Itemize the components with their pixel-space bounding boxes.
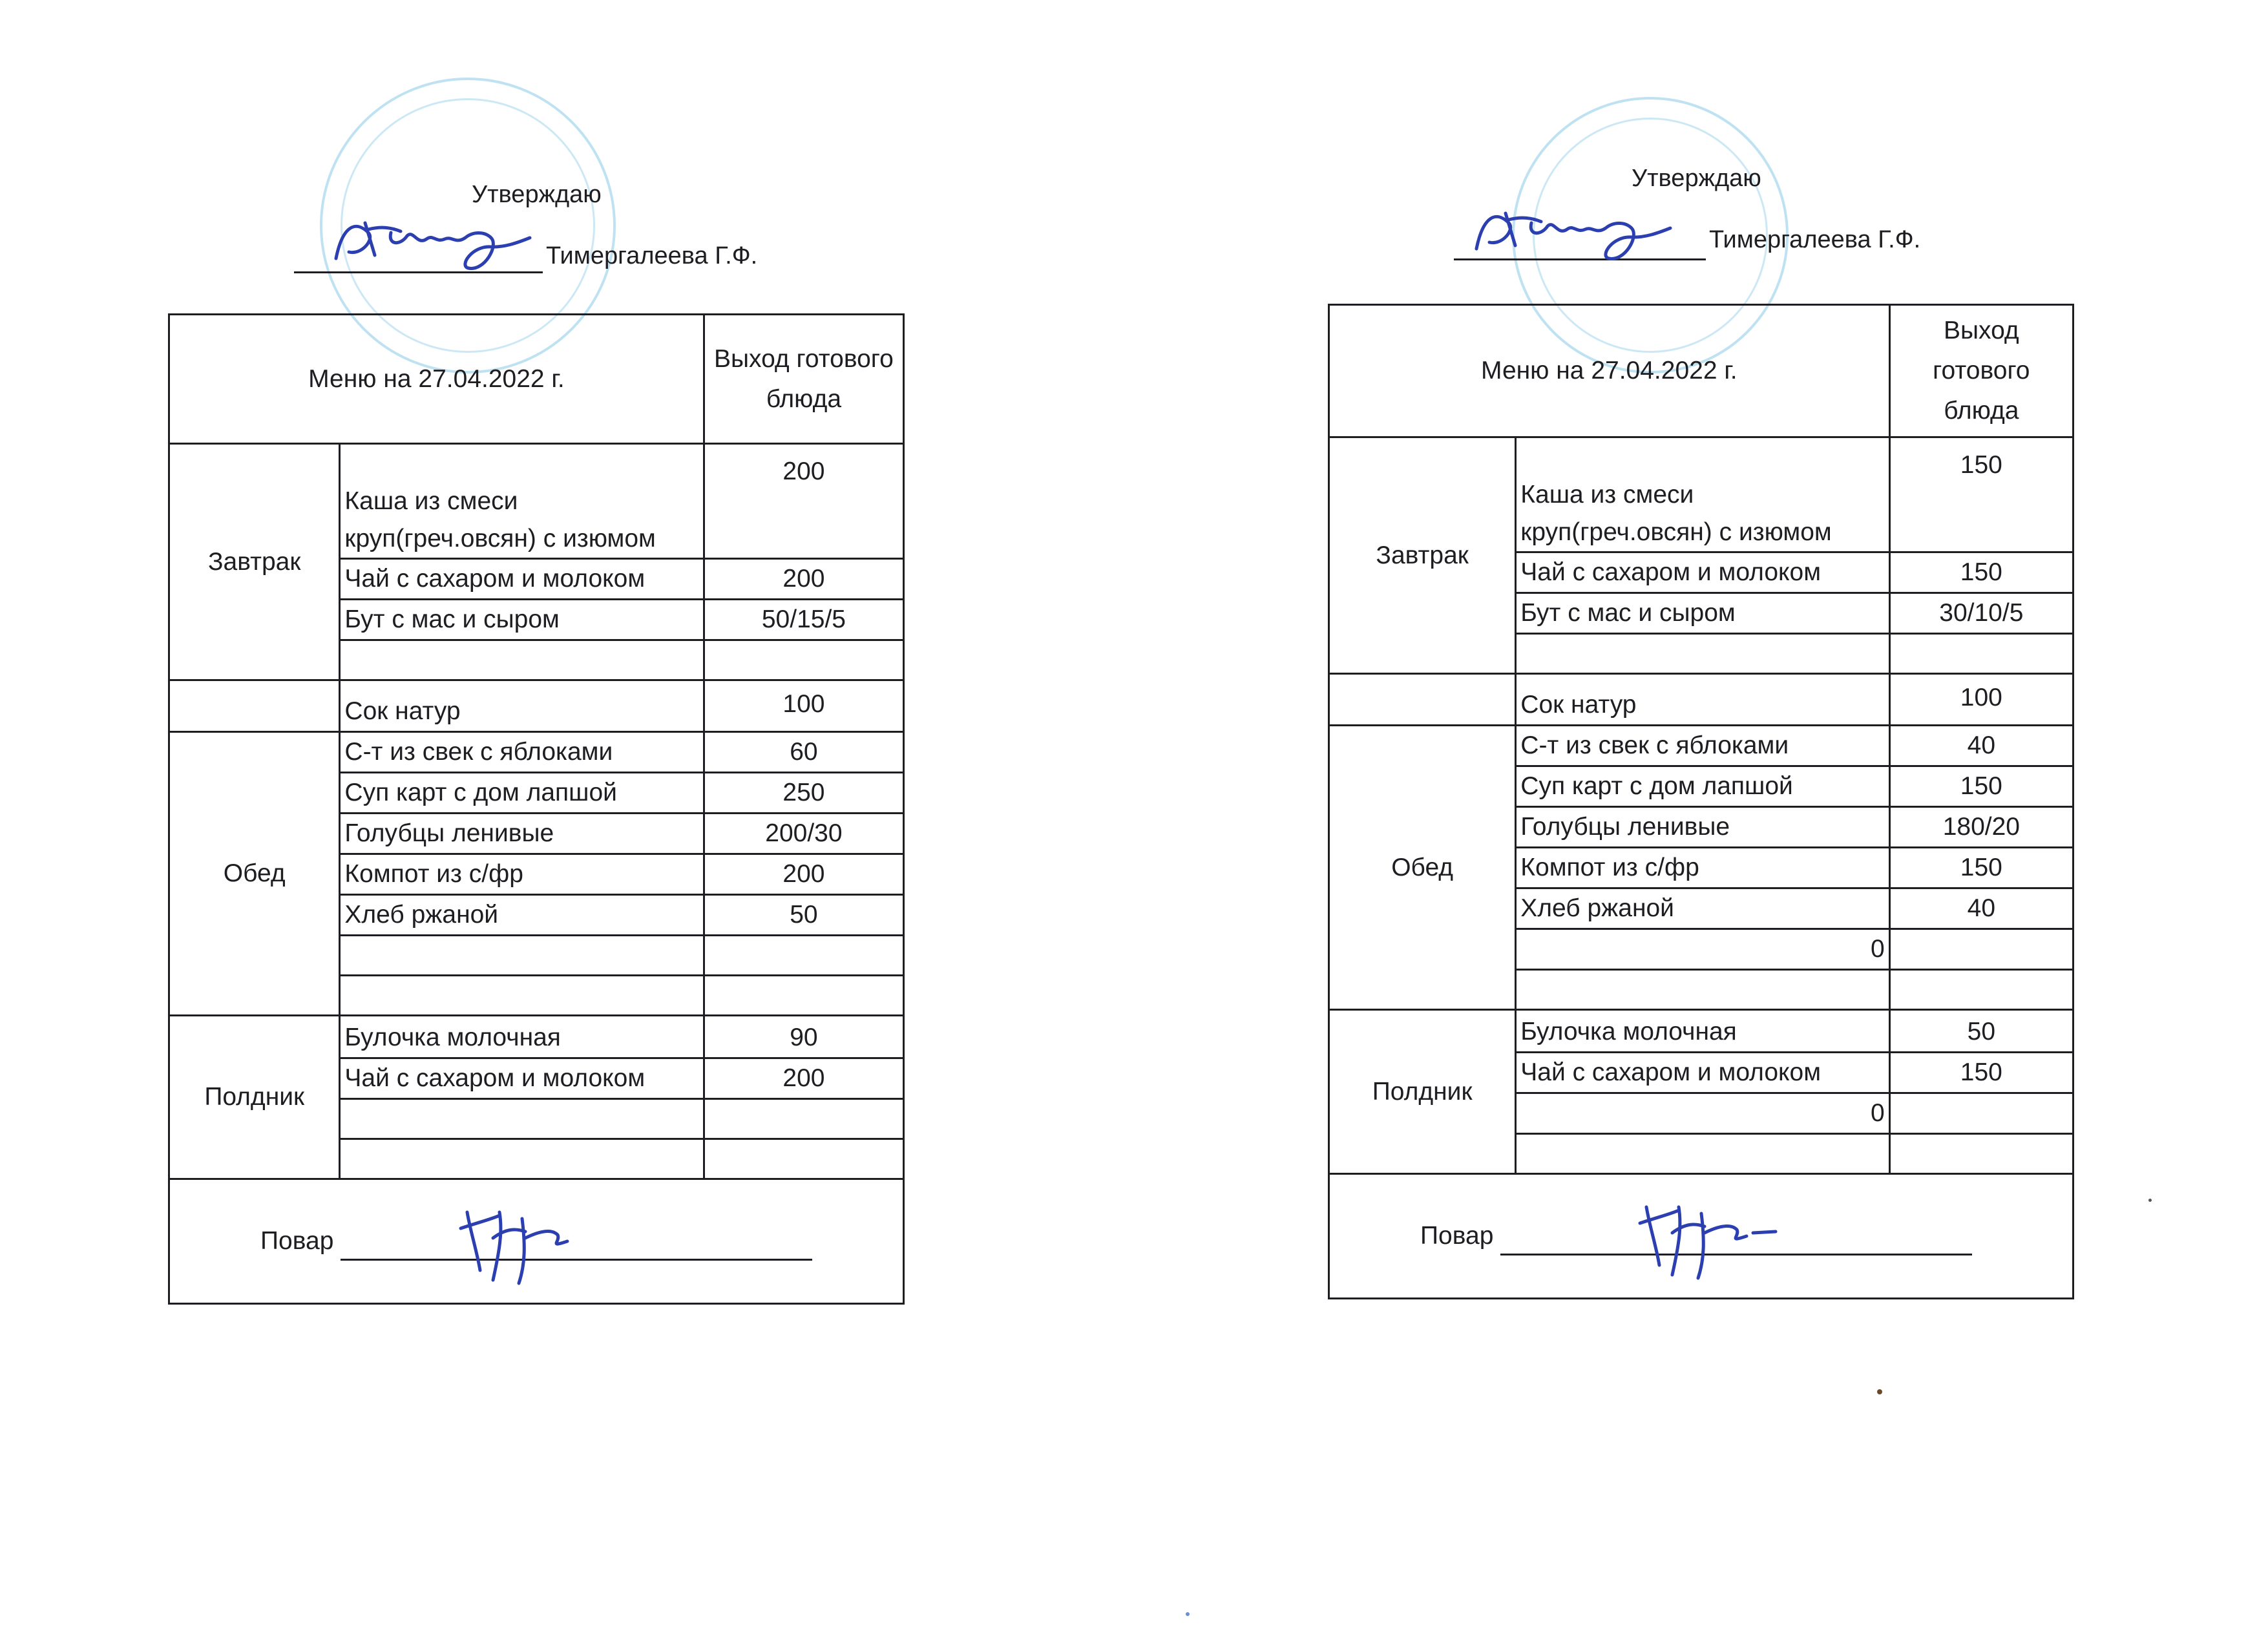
scan-speck [2148,1199,2152,1202]
dish-qty [704,1139,903,1179]
dish-qty: 150 [1889,437,2073,552]
dish-qty: 200 [704,854,903,895]
approval-name: Тимергалеева Г.Ф. [1709,226,1921,253]
dish-qty: 60 [704,732,903,773]
menu-table [168,313,905,1305]
menu-title: Меню на 27.04.2022 г. [1329,305,1890,437]
scan-speck [1186,1612,1190,1616]
director-signature [1470,191,1683,268]
dish-qty: 40 [1889,888,2073,929]
dish-name: Суп карт с дом лапшой [1516,766,1889,807]
dish-name: Сок натур [1516,674,1889,726]
dish-name: С-т из свек с яблоками [1516,726,1889,766]
dish-qty: 50 [1889,1010,2073,1053]
meal-label-breakfast: Завтрак [1329,437,1516,674]
dish-name [1516,634,1889,674]
dish-qty [1889,1134,2073,1174]
dish-name: Суп карт с дом лапшой [340,773,704,814]
dish-name [340,640,704,680]
dish-qty: 200 [704,444,903,559]
dish-qty: 150 [1889,1053,2073,1093]
meal-label-lunch: Обед [169,732,340,1016]
dish-qty [1889,929,2073,970]
dish-name: Сок натур [340,680,704,732]
dish-qty: 50/15/5 [704,600,903,640]
dish-qty: 150 [1889,766,2073,807]
dish-qty [1889,970,2073,1010]
dish-qty: 100 [704,680,903,732]
cook-signature-row [1329,1174,2074,1299]
dish-name: Каша из смеси круп(греч.овсян) с изюмом [1516,437,1889,552]
dish-name: Компот из с/фр [340,854,704,895]
dish-qty: 200/30 [704,814,903,854]
dish-qty: 100 [1889,674,2073,726]
dish-name: Чай с сахаром и молоком [340,1058,704,1099]
dish-qty: 200 [704,1058,903,1099]
dish-name: С-т из свек с яблоками [340,732,704,773]
dish-name: 0 [1516,1093,1889,1134]
dish-name [1516,970,1889,1010]
meal-label-afternoon: Полдник [1329,1010,1516,1174]
approval-title: Утверждаю [1632,165,1761,192]
dish-name: Хлеб ржаной [1516,888,1889,929]
dish-qty: 200 [704,559,903,600]
menu-table [1328,304,2074,1299]
cook-signature [1633,1188,1782,1285]
dish-name: Булочка молочная [1516,1010,1889,1053]
cook-label: Повар [260,1227,334,1255]
dish-name: Булочка молочная [340,1016,704,1058]
dish-qty: 90 [704,1016,903,1058]
dish-qty: 150 [1889,552,2073,593]
cook-label: Повар [1420,1222,1494,1250]
dish-qty [704,1099,903,1139]
dish-name [340,1099,704,1139]
dish-name: Бут с мас и сыром [340,600,704,640]
scan-speck [1877,1389,1882,1394]
meal-label-afternoon: Полдник [169,1016,340,1179]
meal-label-snack [169,680,340,732]
dish-qty: 30/10/5 [1889,593,2073,634]
director-signature [330,200,543,278]
dish-name: Чай с сахаром и молоком [1516,1053,1889,1093]
dish-name: Чай с сахаром и молоком [340,559,704,600]
cook-signature-row [169,1179,904,1304]
dish-qty [704,936,903,976]
meal-label-breakfast: Завтрак [169,444,340,680]
dish-name: Чай с сахаром и молоком [1516,552,1889,593]
dish-name: Голубцы ленивые [340,814,704,854]
dish-qty: 150 [1889,848,2073,888]
dish-qty [1889,1093,2073,1134]
menu-title: Меню на 27.04.2022 г. [169,315,704,444]
dish-name [340,936,704,976]
cook-signature [454,1193,583,1290]
dish-qty: 50 [704,895,903,936]
dish-name: Голубцы ленивые [1516,807,1889,848]
dish-name [340,1139,704,1179]
approval-title: Утверждаю [472,181,602,208]
dish-name [340,976,704,1016]
dish-name: Бут с мас и сыром [1516,593,1889,634]
output-header: Выход готового блюда [1889,305,2073,437]
dish-qty: 40 [1889,726,2073,766]
dish-qty [704,976,903,1016]
dish-name: Каша из смеси круп(греч.овсян) с изюмом [340,444,704,559]
meal-label-snack [1329,674,1516,726]
dish-qty [1889,634,2073,674]
output-header: Выход готового блюда [704,315,903,444]
dish-name: Хлеб ржаной [340,895,704,936]
dish-qty [704,640,903,680]
meal-label-lunch: Обед [1329,726,1516,1010]
dish-name: Компот из с/фр [1516,848,1889,888]
dish-name [1516,1134,1889,1174]
approval-name: Тимергалеева Г.Ф. [546,242,758,269]
dish-name: 0 [1516,929,1889,970]
dish-qty: 250 [704,773,903,814]
dish-qty: 180/20 [1889,807,2073,848]
